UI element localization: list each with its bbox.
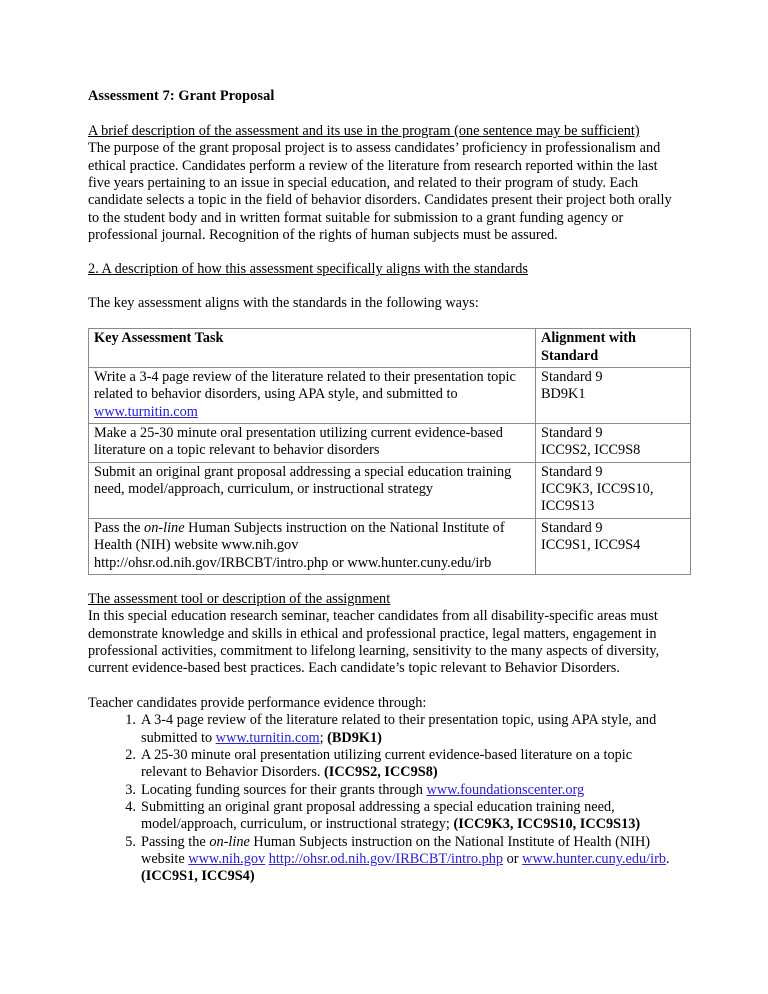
alignment-line: Standard 9 <box>541 463 603 480</box>
foundationscenter-link[interactable]: www.foundationscenter.org <box>426 781 585 798</box>
list-item-text: A 25-30 minute oral presentation utilizing current evidence-based literature on a topic relevant to Behavior Disorders. <box>141 746 633 781</box>
turnitin-link[interactable]: www.turnitin.com <box>215 729 320 746</box>
evidence-list <box>88 712 672 886</box>
task-text-suffix: Human Subjects instruction on the National Institute of Health (NIH) website www.nih.gov http://ohsr.od.nih.gov/IRBCBT/intro.php or www.hunter.cuny.edu/irb <box>94 519 505 571</box>
list-item-text: ; <box>319 729 328 746</box>
list-item-text: Submitting an original grant proposal addressing a special education training need, model/approach, curriculum, or instructional strategy; <box>141 798 615 833</box>
cell-task: Submit an original grant proposal addressing a special education training need, model/approach, curriculum, or instructional strategy <box>89 462 536 518</box>
table-row <box>89 424 691 463</box>
alignment-line: ICC9S1, ICC9S4 <box>541 537 641 554</box>
cell-task: Make a 25-30 minute oral presentation utilizing current evidence-based literature on a topic relevant to behavior disorders <box>89 424 536 463</box>
spacer <box>88 244 672 261</box>
list-item <box>88 782 672 799</box>
list-item-text: Passing the <box>141 833 210 850</box>
section-4-intro: Teacher candidates provide performance evidence through: <box>88 694 427 711</box>
standard-code: (ICC9S2, ICC9S8) <box>324 764 438 781</box>
list-item-separator: or <box>503 851 523 868</box>
list-item-separator: . <box>666 851 670 868</box>
list-item-number: 4. <box>125 798 136 815</box>
standard-code: (BD9K1) <box>327 729 382 746</box>
list-item <box>88 799 672 834</box>
table-header-row <box>89 329 691 368</box>
task-text-prefix: Pass the <box>94 519 145 536</box>
list-item-number: 1. <box>125 712 136 729</box>
alignment-line: Standard 9 <box>541 368 603 385</box>
cell-alignment <box>536 462 691 518</box>
cell-alignment <box>536 424 691 463</box>
list-item-number: 2. <box>125 746 136 763</box>
section-1-heading: A brief description of the assessment and its use in the program (one sentence may be sufficient) <box>88 122 640 139</box>
column-header-task: Key Assessment Task <box>89 329 536 368</box>
spacer <box>88 312 672 328</box>
hunter-irb-link[interactable]: www.hunter.cuny.edu/irb <box>522 851 667 868</box>
alignment-line: Standard 9 <box>541 519 603 536</box>
list-item <box>88 747 672 782</box>
list-item-number: 5. <box>125 833 136 850</box>
alignment-line: Standard 9 <box>541 425 603 442</box>
alignment-line: ICC9S2, ICC9S8 <box>541 442 641 459</box>
list-item-text: Human Subjects instruction on the National Institute of Health (NIH) website <box>141 833 651 868</box>
alignment-line: ICC9S13 <box>541 498 595 515</box>
standard-code: (ICC9S1, ICC9S4) <box>141 868 255 885</box>
cell-task <box>89 518 536 574</box>
table-row <box>89 367 691 423</box>
table-row <box>89 462 691 518</box>
spacer <box>88 678 672 695</box>
cell-alignment <box>536 367 691 423</box>
cell-alignment <box>536 518 691 574</box>
section-1-body: The purpose of the grant proposal project is to assess candidates’ proficiency in professionalism and ethical practice. Candidates perform a review of the literature from research reported within the last five years pertaining to an issue in special education, and related to their program of study. Each candidate selects a topic in the field of behavior disorders. Candidates present their project both orally to the student body and in written format suitable for submission to a grant funding agency or professional journal. Recognition of the rights of human subjects must be assured. <box>88 140 672 244</box>
list-item-text: Locating funding sources for their grants through <box>141 781 427 798</box>
section-3-heading: The assessment tool or description of the assignment <box>88 590 391 607</box>
section-3-body: In this special education research seminar, teacher candidates from all disability-specific areas must demonstrate knowledge and skills in ethical and professional practice, legal matters, engagement in professional activities, commitment to lifelong learning, sensitivity to the many aspects of diversity, current evidence-based best practices. Each candidate’s topic relevant to Behavior Disorders. <box>88 608 660 677</box>
task-text-italic: on-line <box>144 519 185 536</box>
alignment-line: BD9K1 <box>541 386 586 403</box>
alignment-line: ICC9K3, ICC9S10, <box>541 481 654 498</box>
section-2-heading: 2. A description of how this assessment specifically aligns with the standards <box>88 261 528 278</box>
list-item <box>88 834 672 886</box>
spacer <box>88 105 672 123</box>
standard-code: (ICC9K3, ICC9S10, ICC9S13) <box>453 816 641 833</box>
list-item-italic: on-line <box>209 833 250 850</box>
page-title: Assessment 7: Grant Proposal <box>88 88 275 104</box>
ohsr-irbcbt-link[interactable]: http://ohsr.od.nih.gov/IRBCBT/intro.php <box>268 851 504 868</box>
spacer <box>88 575 672 591</box>
list-item-text: A 3-4 page review of the literature related to their presentation topic, using APA style, and submitted to <box>141 712 657 746</box>
section-2-intro: The key assessment aligns with the standards in the following ways: <box>88 294 479 311</box>
page-bottom-margin <box>88 886 672 956</box>
spacer <box>88 279 672 295</box>
task-text: Write a 3-4 page review of the literature related to their presentation topic related to behavior disorders, using APA style, and submitted to <box>94 368 516 403</box>
nih-link[interactable]: www.nih.gov <box>188 851 266 868</box>
turnitin-link[interactable]: www.turnitin.com <box>94 403 198 420</box>
list-item-number: 3. <box>125 781 136 798</box>
key-assessment-table <box>88 328 691 575</box>
table-row <box>89 518 691 574</box>
column-header-alignment: Alignment with Standard <box>536 329 691 368</box>
list-item <box>88 712 672 747</box>
cell-task <box>89 367 536 423</box>
